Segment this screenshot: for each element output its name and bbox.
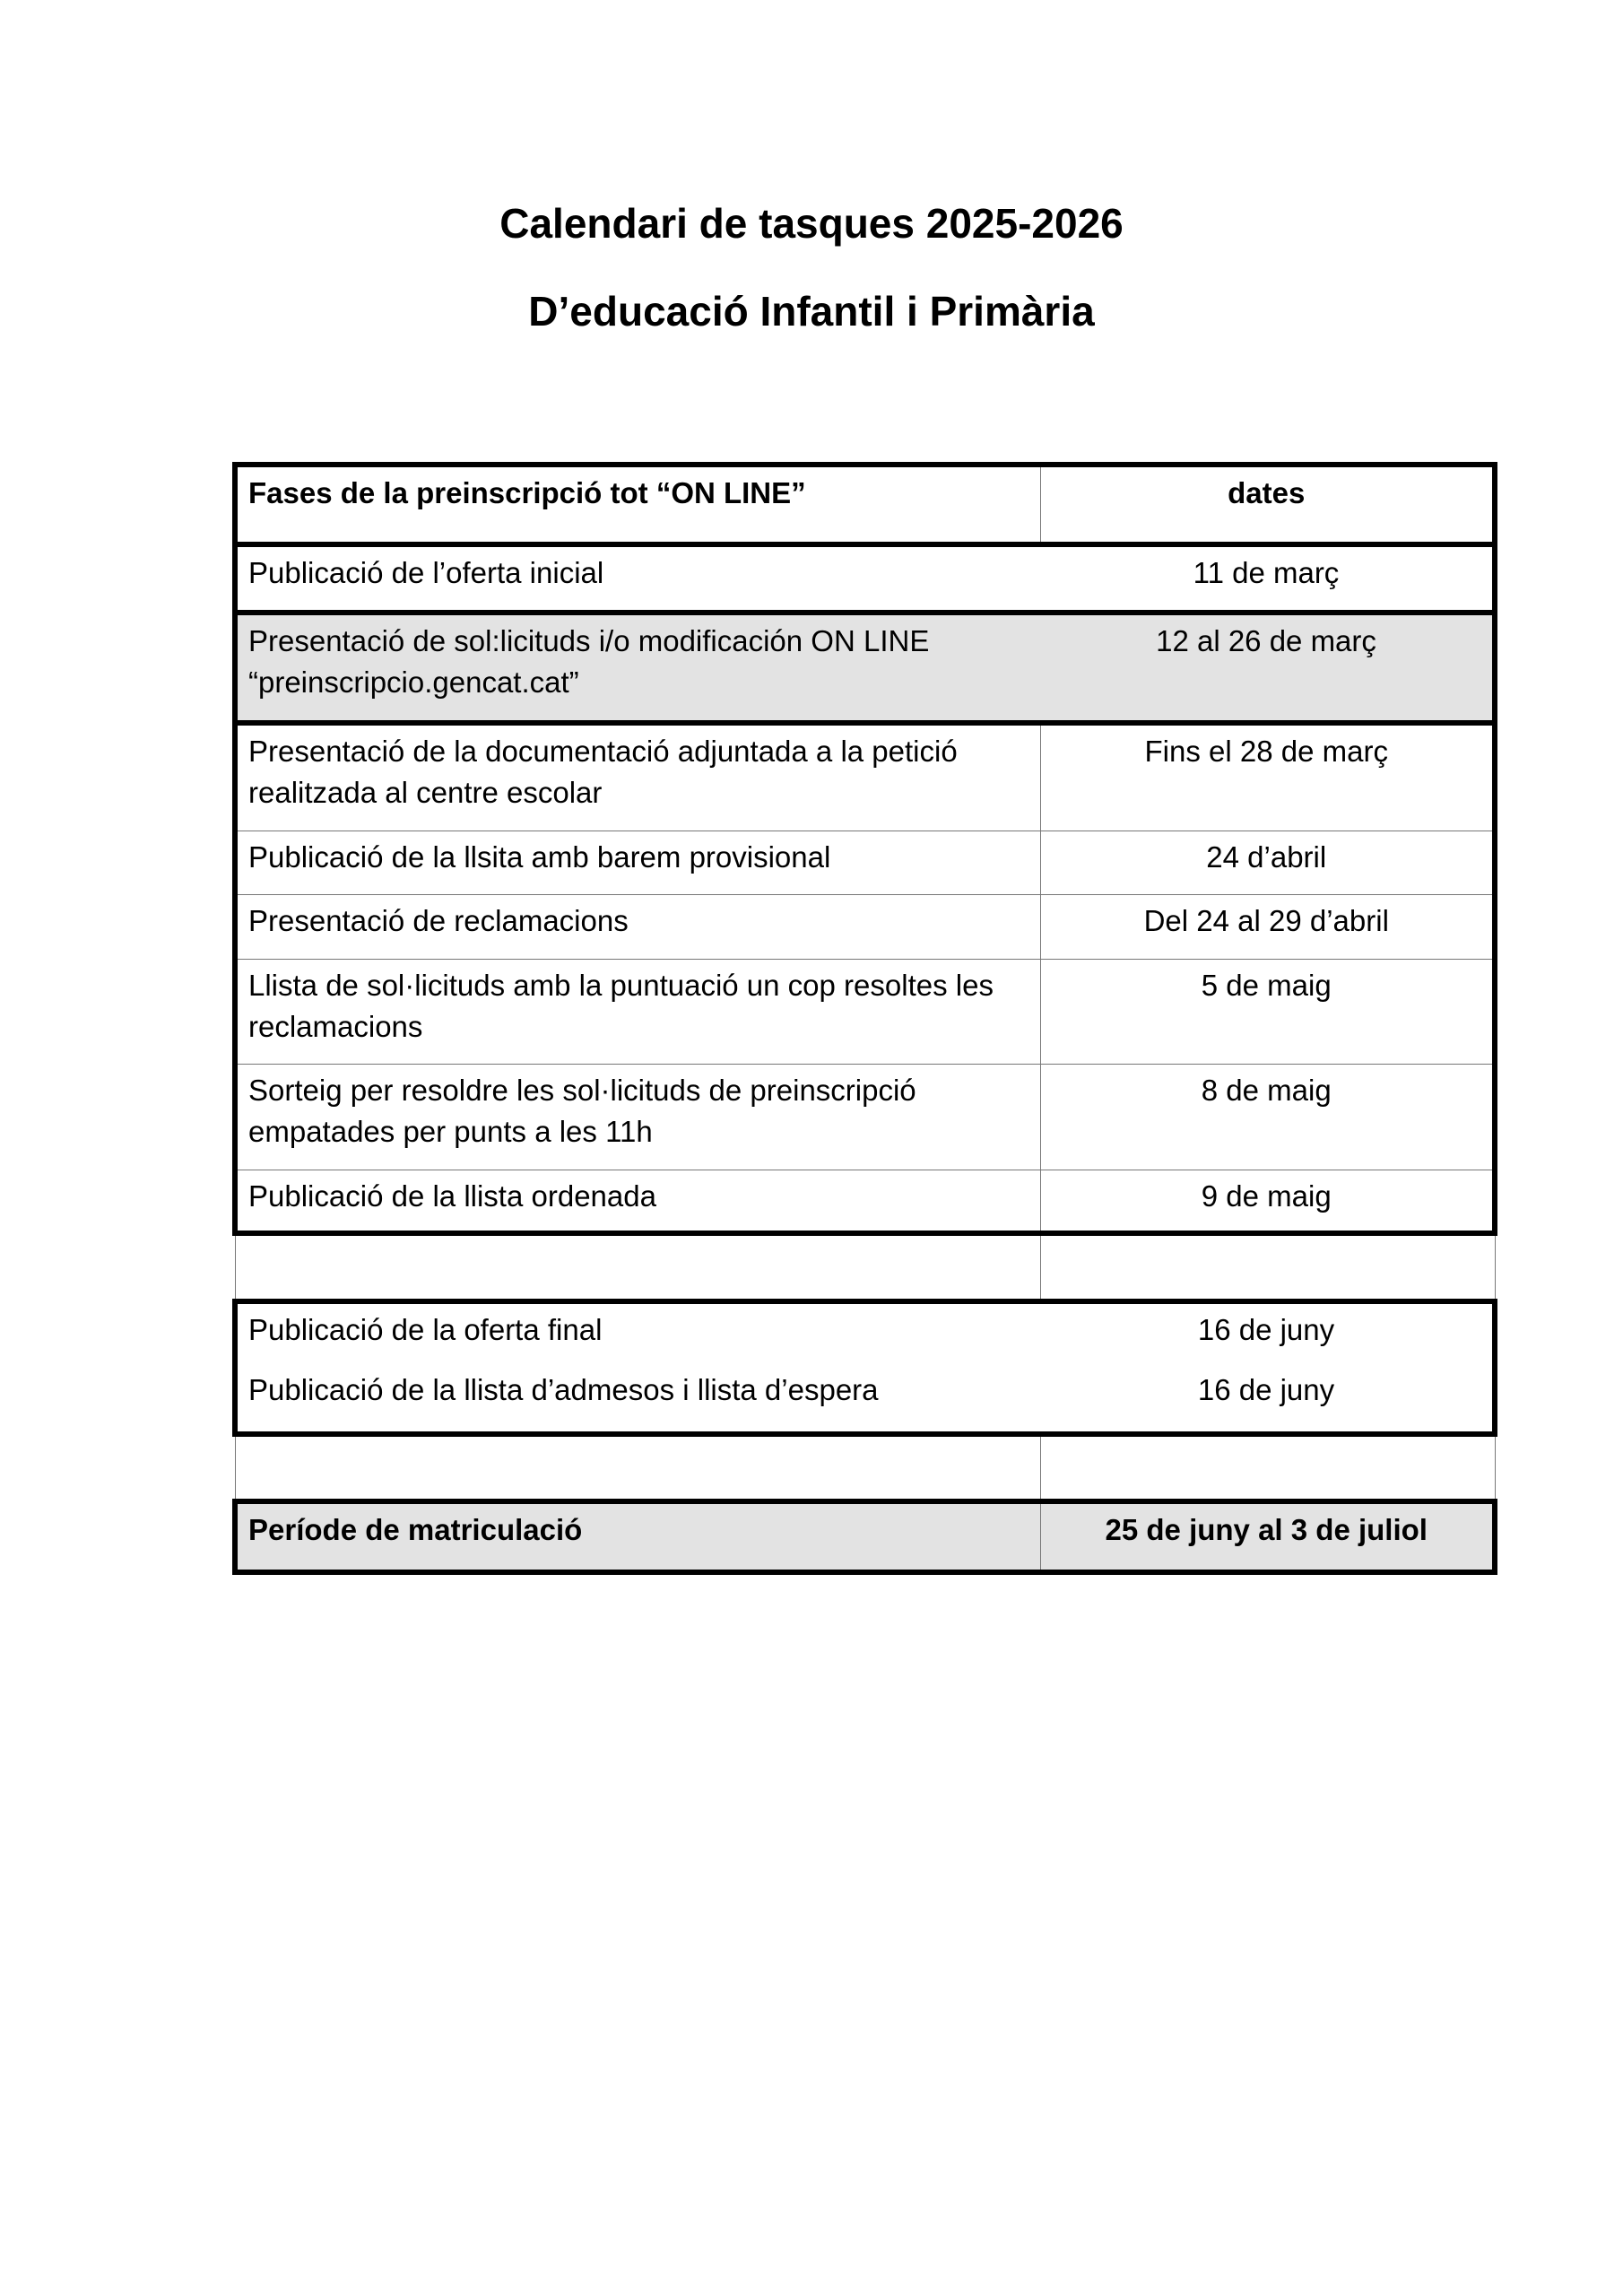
table-row [235, 894, 1495, 959]
enrolment-row [235, 1501, 1495, 1572]
table-row [235, 831, 1495, 894]
table-row [235, 613, 1495, 723]
phase-cell: Publicació de la llista d’admesos i llista d’espera [235, 1364, 1040, 1434]
table-header [235, 465, 1495, 544]
dates-cell: 25 de juny al 3 de juliol [1040, 1501, 1495, 1572]
table-row [235, 723, 1495, 831]
dates-cell: 16 de juny [1040, 1364, 1495, 1434]
dates-cell: 9 de maig [1040, 1170, 1495, 1233]
dates-cell: 12 al 26 de març [1040, 613, 1495, 723]
dates-cell: Fins el 28 de març [1040, 723, 1495, 831]
phase-cell: Publicació de la oferta final [235, 1301, 1040, 1364]
dates-cell: 5 de maig [1040, 959, 1495, 1064]
table-row [235, 544, 1495, 613]
phase-cell: Presentació de la documentació adjuntada a la petició realitzada al centre escolar [235, 723, 1040, 831]
dates-cell: Del 24 al 29 d’abril [1040, 894, 1495, 959]
table-row [235, 959, 1495, 1064]
phase-cell: Sorteig per resoldre les sol·licituds de preinscripció empatades per punts a les 11h [235, 1064, 1040, 1170]
phase-cell: Publicació de l’oferta inicial [235, 544, 1040, 613]
phase-cell: Publicació de la llista ordenada [235, 1170, 1040, 1233]
phase-cell: Presentació de sol:licituds i/o modificación ON LINE “preinscripcio.gencat.cat” [235, 613, 1040, 723]
phase-cell: Presentació de reclamacions [235, 894, 1040, 959]
dates-cell: 24 d’abril [1040, 831, 1495, 894]
document-subtitle: D’educació Infantil i Primària [528, 288, 1095, 335]
dates-cell: 11 de març [1040, 544, 1495, 613]
calendar-table [232, 462, 1497, 1575]
dates-cell: 8 de maig [1040, 1064, 1495, 1170]
spacer-row [235, 1233, 1495, 1301]
phase-cell: Llista de sol·licituds amb la puntuació un cop resoltes les reclamacions [235, 959, 1040, 1064]
phase-cell: Període de matriculació [235, 1501, 1040, 1572]
table-row [235, 1364, 1495, 1434]
table-row [235, 1170, 1495, 1233]
header-dates: dates [1040, 465, 1495, 544]
spacer-row [235, 1434, 1495, 1501]
table-row [235, 1064, 1495, 1170]
document-title: Calendari de tasques 2025-2026 [499, 200, 1124, 247]
table-row [235, 1301, 1495, 1364]
dates-cell: 16 de juny [1040, 1301, 1495, 1364]
phase-cell: Publicació de la llsita amb barem provisional [235, 831, 1040, 894]
header-phase: Fases de la preinscripció tot “ON LINE” [235, 465, 1040, 544]
